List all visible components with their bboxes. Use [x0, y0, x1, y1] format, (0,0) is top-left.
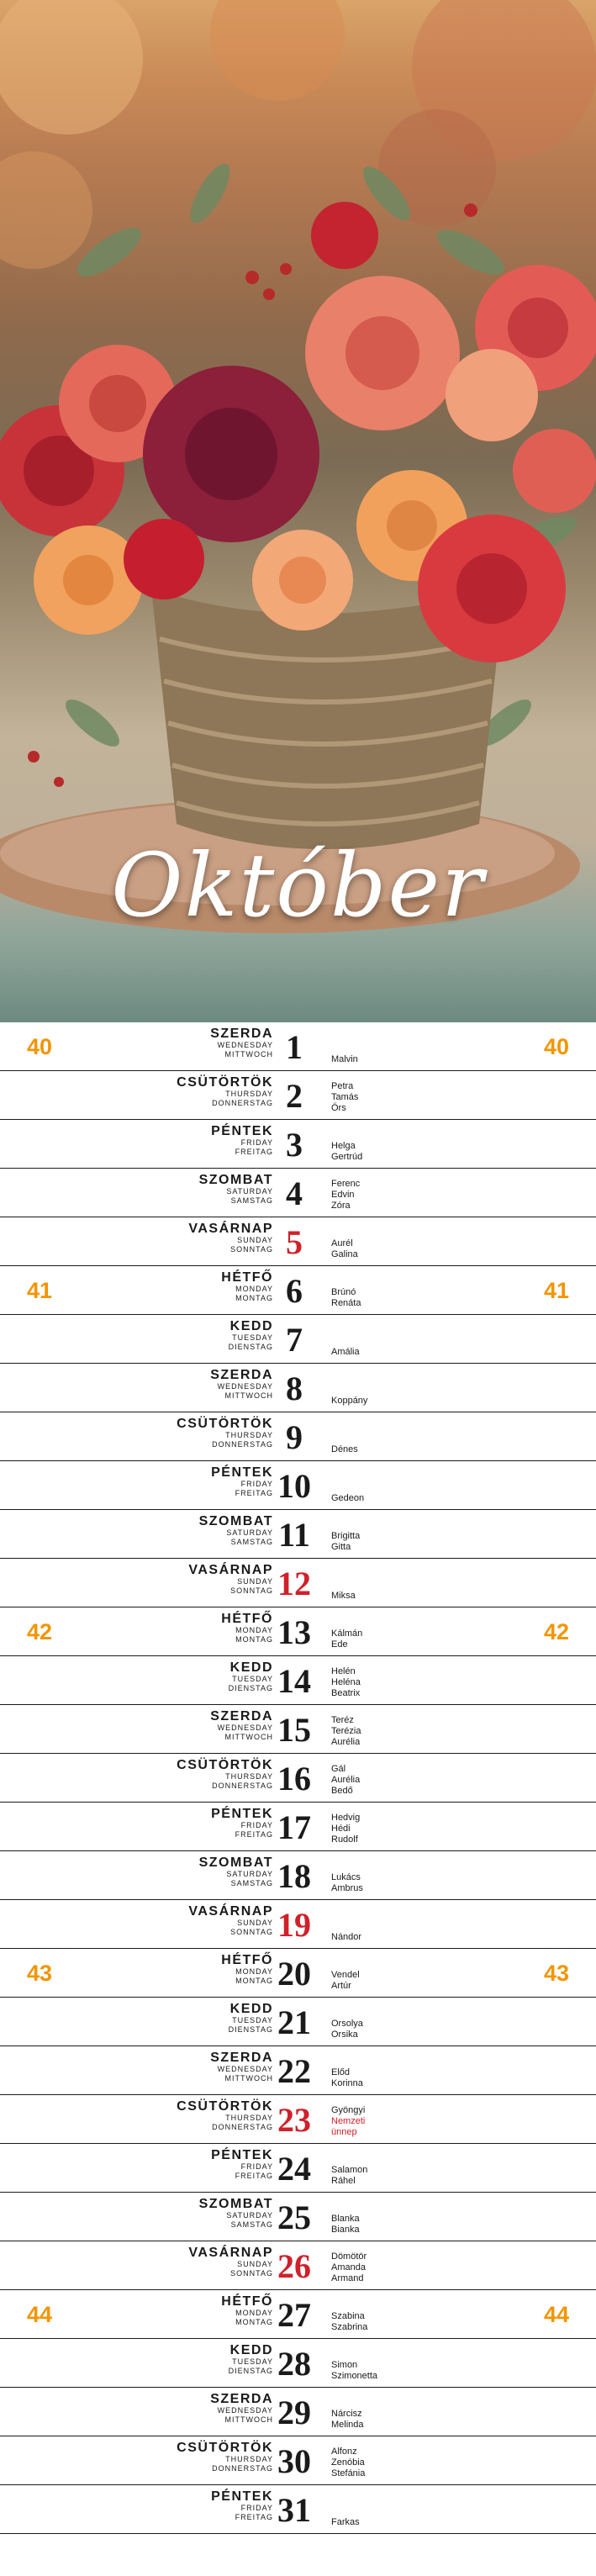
- weekday-english: SATURDAY: [226, 1187, 273, 1196]
- name-day: Nándor: [331, 1932, 362, 1942]
- day-row: [0, 1705, 596, 1754]
- weekday-hungarian: SZOMBAT: [198, 1173, 273, 1187]
- name-day: Bedő: [331, 1786, 353, 1796]
- week-number-right: 44: [543, 2302, 569, 2327]
- weekday-hungarian: KEDD: [229, 1319, 273, 1333]
- weekday-english: FRIDAY: [240, 1138, 273, 1147]
- name-day: Helén: [331, 1666, 356, 1676]
- name-day: Nárcisz: [331, 2409, 362, 2419]
- weekday-block: [229, 2343, 273, 2376]
- name-days: [331, 1396, 367, 1407]
- weekday-hungarian: SZERDA: [210, 2392, 273, 2406]
- name-days: [331, 2447, 365, 2479]
- weekday-german: SAMSTAG: [230, 2220, 273, 2229]
- week-number-left: 40: [27, 1034, 53, 1059]
- name-day: Amanda: [331, 2262, 366, 2272]
- weekday-german: FREITAG: [235, 2513, 273, 2521]
- weekday-english: FRIDAY: [240, 1821, 273, 1829]
- weekday-english: SATURDAY: [226, 2211, 273, 2220]
- weekday-german: MONTAG: [235, 1977, 273, 1985]
- weekday-english: WEDNESDAY: [217, 2065, 273, 2073]
- day-number: 2: [286, 1077, 303, 1115]
- weekday-block: [199, 1855, 273, 1888]
- day-row: [0, 1120, 596, 1169]
- day-row: [0, 1169, 596, 1217]
- weekday-block: [210, 1368, 273, 1401]
- name-day: Koppány: [331, 1396, 368, 1406]
- name-day: Brigitta: [331, 1531, 361, 1541]
- name-day: Brúnó: [331, 1287, 356, 1297]
- name-day: Terézia: [331, 1726, 361, 1736]
- day-number: 21: [277, 2003, 311, 2041]
- month-title: Október: [111, 834, 485, 937]
- weekday-german: SONNTAG: [230, 2269, 273, 2278]
- weekday-german: DIENSTAG: [228, 1343, 273, 1351]
- weekday-english: FRIDAY: [240, 1480, 273, 1488]
- weekday-block: [177, 2099, 273, 2132]
- name-day: Malvin: [331, 1054, 358, 1064]
- weekday-block: [229, 1660, 273, 1693]
- name-day: Armand: [331, 2273, 364, 2283]
- weekday-english: SUNDAY: [237, 1236, 273, 1244]
- weekday-hungarian: SZERDA: [210, 1368, 273, 1382]
- day-number: 8: [286, 1370, 303, 1407]
- weekday-english: SATURDAY: [226, 1870, 273, 1878]
- day-number: 18: [277, 1857, 311, 1895]
- name-days: [331, 1493, 364, 1504]
- weekday-english: MONDAY: [235, 1285, 273, 1293]
- name-day: Stefánia: [331, 2468, 366, 2478]
- name-day: Orsika: [331, 2030, 358, 2040]
- day-number: 20: [277, 1955, 311, 1993]
- weekday-hungarian: KEDD: [229, 2343, 273, 2357]
- weekday-block: [177, 1075, 273, 1108]
- name-days: [331, 1347, 360, 1358]
- name-day: Szimonetta: [331, 2371, 378, 2381]
- day-row: [0, 2241, 596, 2290]
- name-day: Aurélia: [331, 1775, 361, 1785]
- weekday-english: MONDAY: [235, 1626, 273, 1634]
- name-day: Kálmán: [331, 1628, 363, 1639]
- weekday-hungarian: SZOMBAT: [198, 1855, 273, 1870]
- name-days: [331, 2067, 363, 2089]
- weekday-german: MONTAG: [235, 2318, 273, 2326]
- name-day: Helga: [331, 1141, 356, 1151]
- weekday-german: MONTAG: [235, 1294, 273, 1302]
- weekday-german: MITTWOCH: [224, 2415, 273, 2424]
- weekday-block: [210, 1027, 273, 1059]
- day-row: [0, 1364, 596, 1412]
- day-number: 15: [277, 1711, 311, 1749]
- name-day: Gertrúd: [331, 1152, 363, 1162]
- name-day: Rudolf: [331, 1834, 358, 1845]
- weekday-hungarian: SZOMBAT: [198, 2197, 273, 2211]
- day-row: [0, 1461, 596, 1510]
- weekday-block: [177, 1417, 273, 1449]
- weekday-english: THURSDAY: [225, 1090, 273, 1098]
- weekday-english: SUNDAY: [237, 1577, 273, 1586]
- week-number-right: 43: [543, 1961, 569, 1986]
- weekday-block: [211, 1124, 273, 1157]
- name-day: Melinda: [331, 2420, 364, 2430]
- weekday-hungarian: HÉTFŐ: [221, 2294, 273, 2309]
- weekday-hungarian: HÉTFŐ: [221, 1270, 273, 1285]
- name-day: Dömötör: [331, 2251, 367, 2262]
- holiday-label: ünnep: [331, 2127, 357, 2137]
- day-number: 25: [277, 2199, 311, 2236]
- day-row: [0, 1949, 596, 1998]
- name-days: [331, 1531, 360, 1553]
- weekday-english: THURSDAY: [225, 1431, 273, 1439]
- name-days: [331, 1764, 360, 1797]
- weekday-hungarian: CSÜTÖRTÖK: [177, 2441, 273, 2455]
- day-number: 24: [277, 2150, 311, 2188]
- weekday-english: MONDAY: [235, 2309, 273, 2317]
- day-number: 4: [286, 1175, 303, 1212]
- name-days: [331, 1666, 361, 1699]
- day-row: [0, 1022, 596, 1071]
- name-days: [331, 2105, 365, 2138]
- name-days: [331, 1287, 361, 1309]
- weekday-english: TUESDAY: [232, 2016, 273, 2024]
- name-day: Ferenc: [331, 1179, 361, 1189]
- weekday-block: [188, 1563, 273, 1596]
- day-row: [0, 2339, 596, 2388]
- week-number-right: 42: [543, 1619, 569, 1644]
- name-days: [331, 1970, 360, 1992]
- weekday-german: DIENSTAG: [228, 1684, 273, 1692]
- name-day: Vendel: [331, 1970, 360, 1980]
- weekday-english: SUNDAY: [237, 1919, 273, 1927]
- weekday-german: FREITAG: [235, 2172, 273, 2180]
- weekday-hungarian: PÉNTEK: [211, 1124, 273, 1138]
- name-day: Petra: [331, 1081, 354, 1091]
- name-day: Hedvig: [331, 1813, 361, 1823]
- weekday-hungarian: KEDD: [229, 1660, 273, 1675]
- day-number: 10: [277, 1467, 311, 1505]
- weekday-german: MITTWOCH: [224, 1733, 273, 1741]
- weekday-hungarian: CSÜTÖRTÖK: [177, 1758, 273, 1772]
- weekday-german: MITTWOCH: [224, 1391, 273, 1400]
- day-row: [0, 1851, 596, 1900]
- day-number: 5: [286, 1223, 303, 1261]
- name-day: Blanka: [331, 2214, 360, 2224]
- name-days: [331, 2251, 367, 2284]
- name-days: [331, 1628, 362, 1650]
- day-number: 29: [277, 2394, 311, 2431]
- weekday-german: MITTWOCH: [224, 2074, 273, 2082]
- weekday-hungarian: SZOMBAT: [198, 1514, 273, 1528]
- weekday-block: [199, 1173, 273, 1206]
- weekday-english: THURSDAY: [225, 2114, 273, 2122]
- weekday-german: FREITAG: [235, 1489, 273, 1497]
- weekday-german: SAMSTAG: [230, 1538, 273, 1546]
- day-number: 12: [277, 1565, 311, 1602]
- name-days: [331, 1715, 361, 1748]
- weekday-german: FREITAG: [235, 1148, 273, 1156]
- weekday-block: [199, 1514, 273, 1547]
- weekday-hungarian: HÉTFŐ: [221, 1953, 273, 1967]
- weekday-german: SONNTAG: [230, 1245, 273, 1254]
- weekday-block: [188, 1222, 273, 1254]
- weekday-block: [177, 2441, 273, 2473]
- day-row: [0, 1559, 596, 1607]
- day-row: [0, 1656, 596, 1705]
- day-row: [0, 1754, 596, 1803]
- weekday-hungarian: HÉTFŐ: [221, 1612, 273, 1626]
- name-days: [331, 2409, 364, 2431]
- weekday-english: SATURDAY: [226, 1528, 273, 1537]
- weekday-german: DONNERSTAG: [212, 1099, 273, 1107]
- weekday-english: THURSDAY: [225, 2455, 273, 2463]
- weekday-german: FREITAG: [235, 1830, 273, 1839]
- day-row: [0, 2290, 596, 2339]
- name-day: Ambrus: [331, 1883, 363, 1893]
- weekday-english: THURSDAY: [225, 1772, 273, 1781]
- day-row: [0, 1266, 596, 1315]
- weekday-german: SAMSTAG: [230, 1879, 273, 1887]
- weekday-block: [188, 1904, 273, 1937]
- weekday-hungarian: SZERDA: [210, 2051, 273, 2065]
- name-days: [331, 2360, 377, 2382]
- day-number: 17: [277, 1808, 311, 1846]
- weekday-hungarian: SZERDA: [210, 1027, 273, 1041]
- weekday-english: TUESDAY: [232, 2357, 273, 2366]
- name-day: Gitta: [331, 1542, 351, 1552]
- weekday-block: [188, 2246, 273, 2278]
- weekday-block: [211, 1465, 273, 1498]
- name-days: [331, 2214, 360, 2236]
- weekday-english: WEDNESDAY: [217, 1723, 273, 1732]
- weekday-block: [229, 2002, 273, 2035]
- day-number: 30: [277, 2442, 311, 2480]
- name-day: Teréz: [331, 1715, 354, 1725]
- day-number: 6: [286, 1272, 303, 1310]
- name-day: Aurélia: [331, 1737, 361, 1747]
- weekday-german: DONNERSTAG: [212, 1782, 273, 1790]
- name-day: Heléna: [331, 1677, 361, 1687]
- name-days: [331, 2311, 367, 2333]
- weekday-english: MONDAY: [235, 1967, 273, 1976]
- day-row: [0, 1412, 596, 1461]
- name-days: [331, 1054, 358, 1065]
- name-day: Farkas: [331, 2517, 360, 2527]
- day-row: [0, 1900, 596, 1949]
- name-day: Örs: [331, 1103, 346, 1113]
- name-day: Szabrina: [331, 2322, 368, 2332]
- weekday-english: WEDNESDAY: [217, 1041, 273, 1049]
- name-days: [331, 1081, 358, 1114]
- day-row: [0, 2046, 596, 2095]
- day-row: [0, 2144, 596, 2193]
- name-day: Hédi: [331, 1824, 351, 1834]
- week-number-left: 42: [27, 1619, 53, 1644]
- weekday-english: FRIDAY: [240, 2162, 273, 2171]
- name-day: Artúr: [331, 1981, 351, 1991]
- day-number: 16: [277, 1760, 311, 1797]
- cover-photo: [0, 0, 596, 1022]
- weekday-block: [210, 1709, 273, 1742]
- weekday-block: [221, 1953, 273, 1986]
- name-day: Salamon: [331, 2165, 368, 2175]
- name-days: [331, 1444, 358, 1455]
- weekday-block: [210, 2051, 273, 2083]
- day-number: 14: [277, 1662, 311, 1700]
- name-day: Dénes: [331, 1444, 358, 1454]
- day-number: 27: [277, 2296, 311, 2334]
- week-number-left: 43: [27, 1961, 53, 1986]
- weekday-hungarian: VASÁRNAP: [188, 1222, 273, 1236]
- name-days: [331, 1872, 363, 1894]
- weekday-english: TUESDAY: [232, 1675, 273, 1683]
- name-day: Ede: [331, 1639, 348, 1650]
- weekday-german: DIENSTAG: [228, 2025, 273, 2034]
- name-days: [331, 2517, 360, 2528]
- weekday-english: WEDNESDAY: [217, 2406, 273, 2415]
- day-number: 1: [286, 1028, 303, 1066]
- day-number: 26: [277, 2247, 311, 2285]
- day-number: 7: [286, 1321, 303, 1359]
- day-number: 9: [286, 1418, 303, 1456]
- weekday-hungarian: VASÁRNAP: [188, 2246, 273, 2260]
- day-row: [0, 2388, 596, 2436]
- name-days: [331, 2019, 363, 2040]
- day-number: 19: [277, 1906, 311, 1944]
- name-day: Gedeon: [331, 1493, 365, 1503]
- weekday-german: SAMSTAG: [230, 1196, 273, 1205]
- day-row: [0, 2436, 596, 2485]
- weekday-english: SUNDAY: [237, 2260, 273, 2268]
- calendar-days: [0, 1022, 596, 2534]
- day-row: [0, 2485, 596, 2534]
- week-number-left: 41: [27, 1278, 53, 1303]
- day-row: [0, 2095, 596, 2144]
- weekday-hungarian: PÉNTEK: [211, 2489, 273, 2504]
- day-row: [0, 1998, 596, 2046]
- name-day: Tamás: [331, 1092, 359, 1102]
- weekday-block: [210, 2392, 273, 2425]
- holiday-label: Nemzeti: [331, 2116, 366, 2126]
- weekday-german: MITTWOCH: [224, 1050, 273, 1058]
- name-day: Aurél: [331, 1238, 353, 1248]
- name-day: Zóra: [331, 1201, 351, 1211]
- weekday-english: FRIDAY: [240, 2504, 273, 2512]
- day-row: [0, 1315, 596, 1364]
- name-day: Edvin: [331, 1190, 355, 1200]
- day-number: 31: [277, 2491, 311, 2529]
- week-number-right: 40: [543, 1034, 569, 1059]
- week-number-left: 44: [27, 2302, 53, 2327]
- day-row: [0, 1071, 596, 1120]
- name-days: [331, 1932, 361, 1943]
- weekday-block: [221, 2294, 273, 2327]
- weekday-hungarian: PÉNTEK: [211, 1807, 273, 1821]
- weekday-hungarian: SZERDA: [210, 1709, 273, 1723]
- day-row: [0, 1217, 596, 1266]
- name-day: Miksa: [331, 1591, 356, 1601]
- weekday-german: DONNERSTAG: [212, 2464, 273, 2473]
- weekday-hungarian: VASÁRNAP: [188, 1563, 273, 1577]
- day-number: 3: [286, 1126, 303, 1164]
- name-day: Renáta: [331, 1298, 361, 1308]
- name-days: [331, 2165, 367, 2187]
- day-number: 23: [277, 2101, 311, 2139]
- day-row: [0, 1510, 596, 1559]
- weekday-block: [199, 2197, 273, 2230]
- name-day: Gyöngyi: [331, 2105, 366, 2115]
- name-day: Galina: [331, 1249, 358, 1259]
- weekday-english: WEDNESDAY: [217, 1382, 273, 1391]
- name-day: Orsolya: [331, 2019, 363, 2029]
- weekday-hungarian: PÉNTEK: [211, 2148, 273, 2162]
- name-day: Simon: [331, 2360, 358, 2370]
- weekday-hungarian: CSÜTÖRTÖK: [177, 2099, 273, 2114]
- weekday-hungarian: VASÁRNAP: [188, 1904, 273, 1919]
- day-row: [0, 1803, 596, 1851]
- weekday-hungarian: KEDD: [229, 2002, 273, 2016]
- name-days: [331, 1141, 362, 1163]
- weekday-block: [229, 1319, 273, 1352]
- weekday-block: [211, 2489, 273, 2522]
- weekday-hungarian: CSÜTÖRTÖK: [177, 1417, 273, 1431]
- weekday-block: [211, 2148, 273, 2181]
- day-number: 13: [277, 1613, 311, 1651]
- name-day: Amália: [331, 1347, 360, 1357]
- weekday-english: TUESDAY: [232, 1333, 273, 1342]
- name-day: Szabina: [331, 2311, 365, 2321]
- weekday-german: DIENSTAG: [228, 2367, 273, 2375]
- name-day: Előd: [331, 2067, 351, 2077]
- weekday-block: [221, 1270, 273, 1303]
- name-day: Alfonz: [331, 2447, 357, 2457]
- day-number: 28: [277, 2345, 311, 2383]
- day-row: [0, 2193, 596, 2241]
- name-days: [331, 1238, 358, 1260]
- name-days: [331, 1179, 360, 1211]
- weekday-hungarian: CSÜTÖRTÖK: [177, 1075, 273, 1090]
- day-row: [0, 1607, 596, 1656]
- weekday-block: [221, 1612, 273, 1644]
- weekday-german: MONTAG: [235, 1635, 273, 1644]
- weekday-block: [177, 1758, 273, 1791]
- name-day: Lukács: [331, 1872, 361, 1882]
- name-day: Bianka: [331, 2225, 360, 2235]
- name-day: Korinna: [331, 2078, 363, 2088]
- weekday-block: [211, 1807, 273, 1840]
- name-day: Gál: [331, 1764, 346, 1774]
- weekday-german: SONNTAG: [230, 1928, 273, 1936]
- weekday-german: DONNERSTAG: [212, 1440, 273, 1449]
- name-days: [331, 1591, 356, 1602]
- name-day: Zenóbia: [331, 2457, 365, 2468]
- name-day: Beatrix: [331, 1688, 361, 1698]
- week-number-right: 41: [543, 1278, 569, 1303]
- weekday-hungarian: PÉNTEK: [211, 1465, 273, 1480]
- name-day: Ráhel: [331, 2176, 356, 2186]
- name-days: [331, 1813, 360, 1845]
- weekday-german: DONNERSTAG: [212, 2123, 273, 2131]
- day-number: 22: [277, 2052, 311, 2090]
- weekday-german: SONNTAG: [230, 1586, 273, 1595]
- day-number: 11: [278, 1516, 310, 1554]
